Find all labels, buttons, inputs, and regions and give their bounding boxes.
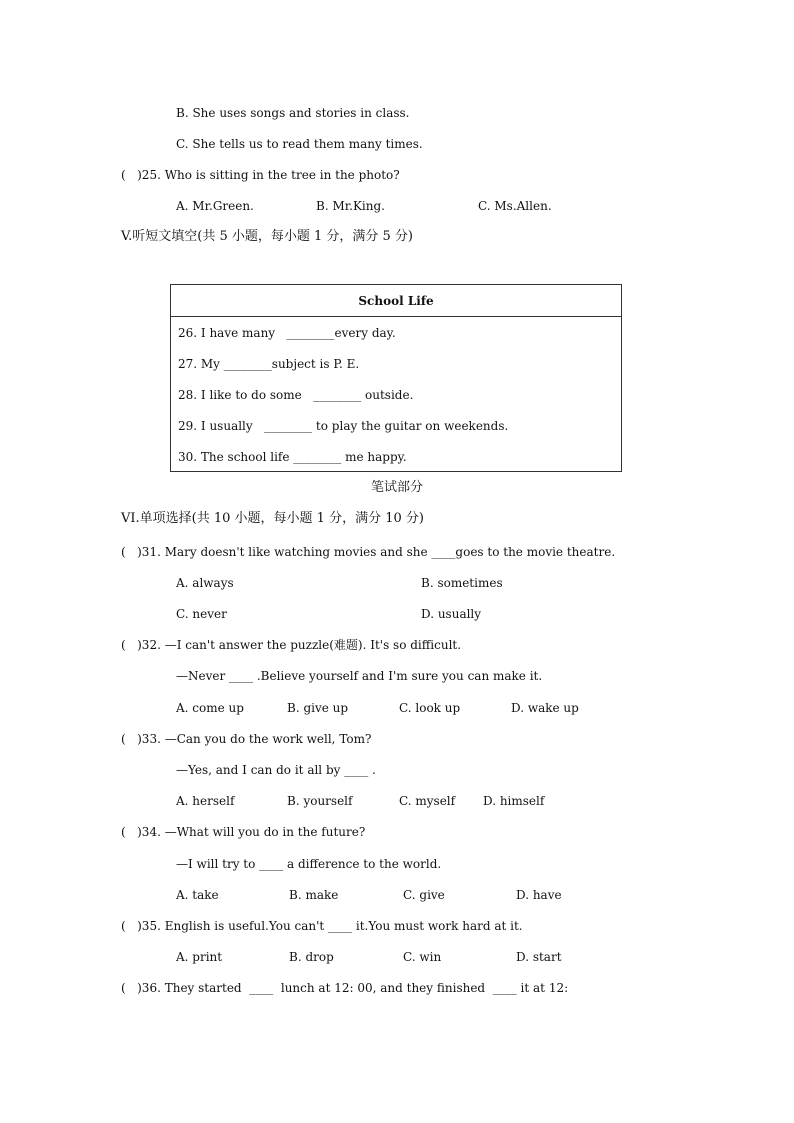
q35-option-d: D. start [516,950,562,964]
q35-stem: ( )35. English is useful.You can't ____ it.You must work hard at it. [121,919,523,933]
q32-stem: ( )32. —I can't answer the puzzle(难题). It's so difficult. [121,638,462,652]
section-6-title: VI.单项选择(共 10 小题，每小题 1 分，满分 10 分) [121,511,424,526]
q34-line2: —I will try to ____ a difference to the world. [176,857,442,871]
q34-option-d: D. have [516,888,562,902]
table-row-26: 26. I have many ________every day. [178,326,396,340]
q25-option-b: B. Mr.King. [316,199,385,213]
q34-stem: ( )34. —What will you do in the future? [121,825,366,839]
q31-option-a: A. always [176,576,234,590]
q34-option-b: B. make [289,888,339,902]
q35-option-b: B. drop [289,950,334,964]
q32-option-d: D. wake up [511,701,579,715]
q25-option-c: C. Ms.Allen. [478,199,552,213]
q33-option-d: D. himself [483,794,545,808]
q33-option-c: C. myself [399,794,456,808]
q34-option-c: C. give [403,888,445,902]
q31-option-d: D. usually [421,607,482,621]
q25-stem: ( )25. Who is sitting in the tree in the photo? [121,168,400,182]
section-5-title: V.听短文填空(共 5 小题，每小题 1 分，满分 5 分) [121,229,413,244]
q36-stem: ( )36. They started ____ lunch at 12: 00, and they finished ____ it at 12: [121,981,569,995]
q24-option-c: C. She tells us to read them many times. [176,137,423,151]
table-row-27: 27. My ________subject is P. E. [178,357,360,371]
q35-option-c: C. win [403,950,442,964]
table-row-29: 29. I usually ________ to play the guitar on weekends. [178,419,509,433]
table-title: School Life [171,285,621,317]
q32-option-c: C. look up [399,701,461,715]
q25-option-a: A. Mr.Green. [176,199,254,213]
q32-option-a: A. come up [176,701,244,715]
q33-option-b: B. yourself [287,794,353,808]
table-row-28: 28. I like to do some ________ outside. [178,388,414,402]
q33-option-a: A. herself [176,794,235,808]
q32-option-b: B. give up [287,701,349,715]
q35-option-a: A. print [176,950,223,964]
q31-option-c: C. never [176,607,227,621]
q24-option-b: B. She uses songs and stories in class. [176,106,410,120]
school-life-table [170,284,622,472]
table-row-30: 30. The school life ________ me happy. [178,450,407,464]
q32-line2: —Never ____ .Believe yourself and I'm sure you can make it. [176,669,543,683]
written-part-heading: 笔试部分 [370,480,423,495]
q33-stem: ( )33. —Can you do the work well, Tom? [121,732,372,746]
q31-option-b: B. sometimes [421,576,503,590]
q33-line2: —Yes, and I can do it all by ____ . [176,763,376,777]
q31-stem: ( )31. Mary doesn't like watching movies and she ____goes to the movie theatre. [121,545,616,559]
q34-option-a: A. take [176,888,219,902]
